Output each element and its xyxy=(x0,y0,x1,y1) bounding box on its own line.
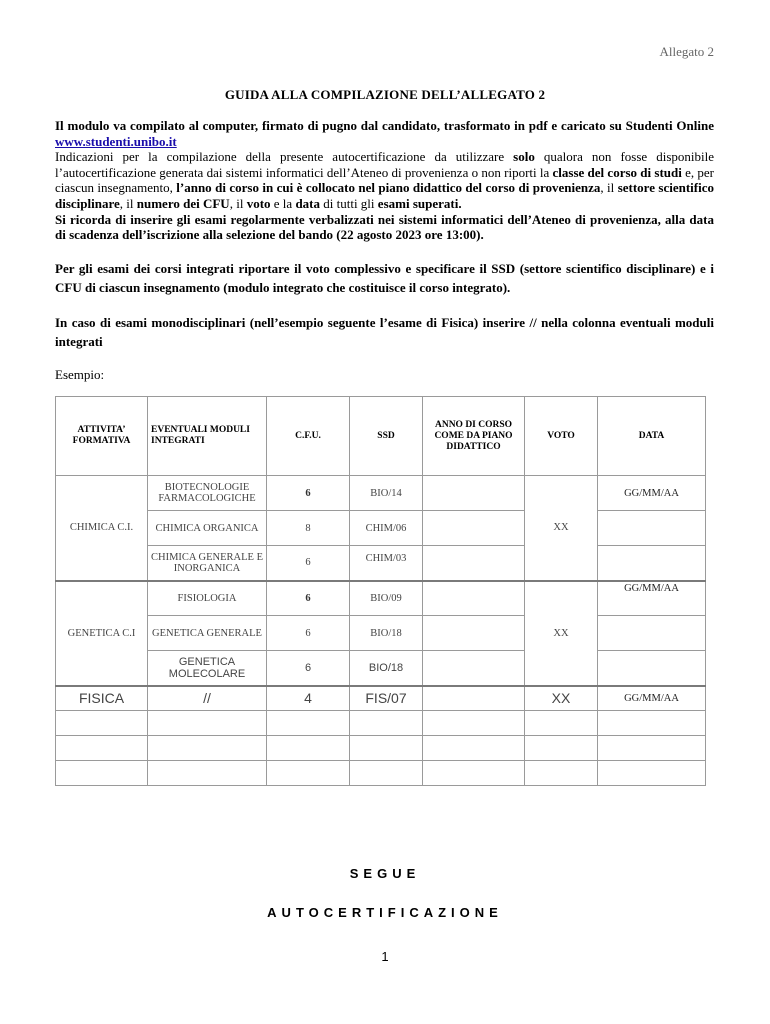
anno-cell xyxy=(423,651,525,686)
cfu-cell: 6 xyxy=(267,651,350,686)
voto-chimica: XX xyxy=(525,476,598,581)
segue-label: SEGUE xyxy=(349,866,421,881)
cfu-cell: 6 xyxy=(267,476,350,511)
table-row xyxy=(56,651,706,686)
ssd-cell: BIO/14 xyxy=(350,476,423,511)
allegato-label: Allegato 2 xyxy=(659,44,714,59)
modulo-cell: GENETICA MOLECOLARE xyxy=(148,651,267,686)
modulo-cell: CHIMICA GENERALE E INORGANICA xyxy=(148,546,267,581)
data-cell: GG/MM/AA xyxy=(598,476,706,511)
text-span: e, per ciascun insegnamento, xyxy=(55,164,714,196)
text-bold: data xyxy=(295,195,320,211)
table-row xyxy=(56,616,706,651)
text-bold: voto xyxy=(246,195,271,211)
text-bold: settore scientifico disciplinare xyxy=(55,180,714,211)
text-bold: numero dei CFU xyxy=(136,195,230,211)
text-span: e la xyxy=(270,195,296,211)
table-row xyxy=(56,686,706,711)
anno-cell xyxy=(423,476,525,511)
voto-fisica: XX xyxy=(525,686,598,711)
ssd-cell: BIO/18 xyxy=(350,616,423,651)
anno-cell xyxy=(423,581,525,616)
anno-cell xyxy=(423,616,525,651)
table-row xyxy=(56,581,706,616)
empty-row xyxy=(56,736,706,761)
voto-genetica: XX xyxy=(525,581,598,686)
studenti-online-link[interactable]: www.studenti.unibo.it xyxy=(55,133,177,149)
ssd-cell: CHIM/03 xyxy=(350,546,423,581)
anno-cell xyxy=(423,546,525,581)
integrated-courses-paragraph: Per gli esami dei corsi integrati riportare il voto complessivo e specificare il SSD (settore scientifico disciplinare) e i CFU di ciascun insegnamento (modulo integrato che costituisce il corso integrato). xyxy=(55,261,714,295)
instructions-paragraph xyxy=(55,118,714,243)
modulo-cell: // xyxy=(148,686,267,711)
data-cell xyxy=(598,651,706,686)
data-cell: GG/MM/AA xyxy=(598,581,706,616)
ssd-cell: BIO/18 xyxy=(350,651,423,686)
page-number: 1 xyxy=(381,949,389,964)
modulo-cell: CHIMICA ORGANICA xyxy=(148,511,267,546)
text-span: di tutti gli xyxy=(320,195,378,211)
ssd-cell: BIO/09 xyxy=(350,581,423,616)
cfu-cell: 6 xyxy=(267,546,350,581)
data-cell: GG/MM/AA xyxy=(598,686,706,711)
text-span: , il xyxy=(229,195,247,211)
header-cfu: C.F.U. xyxy=(267,397,350,476)
cfu-cell: 6 xyxy=(267,616,350,651)
data-cell xyxy=(598,546,706,581)
text-span: qualora non fosse disponibile l’autocertificazione generata dai sistemi informatici dell’Ateneo di provenienza o non riporti la xyxy=(55,149,714,180)
example-table xyxy=(55,396,706,786)
anno-cell xyxy=(423,686,525,711)
header-anno: ANNO DI CORSO COME DA PIANO DIDATTICO xyxy=(423,397,525,476)
text-span: , il xyxy=(119,195,137,211)
text-bold: l’anno di corso in cui è collocato nel piano didattico del corso di provenienza xyxy=(176,180,601,196)
table-row xyxy=(56,546,706,581)
attivita-fisica: FISICA xyxy=(56,686,148,711)
data-cell xyxy=(598,511,706,546)
cfu-cell: 4 xyxy=(267,686,350,711)
monodisciplinary-paragraph: In caso di esami monodisciplinari (nell’esempio seguente l’esame di Fisica) inserire // nella colonna eventuali moduli integrati xyxy=(55,315,714,349)
text-bold: classe del corso di studi xyxy=(552,164,682,180)
data-cell xyxy=(598,616,706,651)
modulo-cell: GENETICA GENERALE xyxy=(148,616,267,651)
cfu-cell: 8 xyxy=(267,511,350,546)
text-span: Indicazioni per la compilazione della presente autocertificazione da utilizzare xyxy=(55,149,514,165)
ssd-cell: FIS/07 xyxy=(350,686,423,711)
table-header-row xyxy=(56,397,706,476)
empty-row xyxy=(56,711,706,736)
autocertificazione-label: AUTOCERTIFICAZIONE xyxy=(267,905,503,920)
attivita-chimica: CHIMICA C.I. xyxy=(56,476,148,581)
attivita-genetica: GENETICA C.I xyxy=(56,581,148,686)
document-title: GUIDA ALLA COMPILAZIONE DELL’ALLEGATO 2 xyxy=(224,87,546,102)
deadline-text: Si ricorda di inserire gli esami regolarmente verbalizzati nei sistemi informatici dell’Ateneo di provenienza, alla data di scadenza dell’iscrizione alla selezione del bando (22 agosto 2023 ore 13:00). xyxy=(55,211,714,243)
modulo-cell: BIOTECNOLOGIE FARMACOLOGICHE xyxy=(148,476,267,511)
modulo-cell: FISIOLOGIA xyxy=(148,581,267,616)
empty-row xyxy=(56,761,706,786)
text-span: , il xyxy=(600,180,618,196)
header-voto: VOTO xyxy=(525,397,598,476)
table-row xyxy=(56,511,706,546)
header-ssd: SSD xyxy=(350,397,423,476)
table-row xyxy=(56,476,706,511)
ssd-cell: CHIM/06 xyxy=(350,511,423,546)
header-data: DATA xyxy=(598,397,706,476)
text-bold: esami superati. xyxy=(377,195,462,211)
example-label: Esempio: xyxy=(55,367,105,382)
intro-text: Il modulo va compilato al computer, firmato di pugno dal candidato, trasformato in pdf e caricato su Studenti Online xyxy=(55,118,714,133)
cfu-cell: 6 xyxy=(267,581,350,616)
header-moduli: EVENTUALI MODULI INTEGRATI xyxy=(148,397,267,476)
header-attivita: ATTIVITA’ FORMATIVA xyxy=(56,397,148,476)
anno-cell xyxy=(423,511,525,546)
text-bold: solo xyxy=(513,149,535,165)
